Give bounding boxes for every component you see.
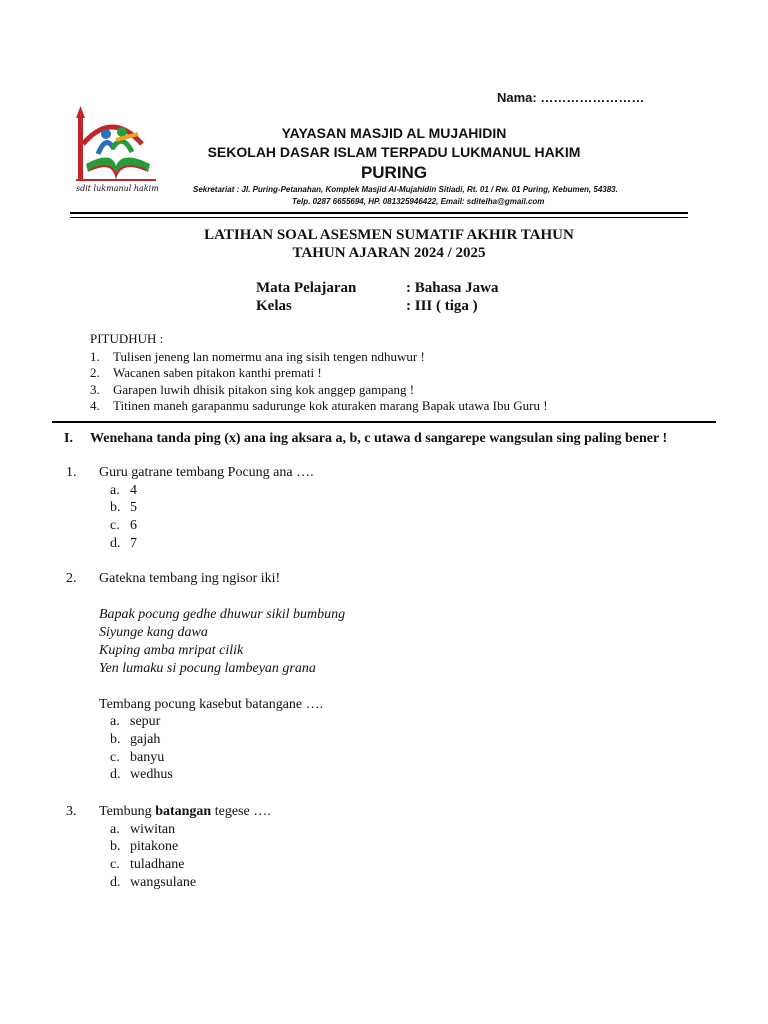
section-text: Wenehana tanda ping (x) ana ing aksara a, b, c utawa d sangarepe wangsulan sing paling bener ! bbox=[90, 431, 668, 446]
poem-line: Siyunge kang dawa bbox=[99, 625, 208, 640]
option-letter: c. bbox=[110, 857, 120, 872]
option-letter: d. bbox=[110, 767, 121, 782]
option-letter: b. bbox=[110, 732, 121, 747]
section-number: I. bbox=[64, 431, 73, 446]
option-d[interactable] bbox=[110, 767, 173, 783]
option-letter: c. bbox=[110, 750, 120, 765]
option-text: pitakone bbox=[130, 839, 179, 854]
exam-year: TAHUN AJARAN 2024 / 2025 bbox=[292, 245, 486, 261]
option-letter: b. bbox=[110, 839, 121, 854]
instruction-number: 4. bbox=[90, 398, 100, 413]
question-keyword: batangan bbox=[155, 804, 212, 819]
poem-line: Kuping amba mripat cilik bbox=[99, 643, 244, 658]
school-name: SEKOLAH DASAR ISLAM TERPADU LUKMANUL HAKIM bbox=[207, 144, 581, 160]
option-letter: a. bbox=[110, 822, 120, 837]
instruction-text: Garapen luwih dhisik pitakon sing kok anggep gampang ! bbox=[113, 382, 415, 397]
option-text: wiwitan bbox=[130, 822, 176, 837]
poem-line: Bapak pocung gedhe dhuwur sikil bumbung bbox=[99, 607, 346, 622]
option-text: 4 bbox=[130, 483, 137, 498]
option-text: 7 bbox=[130, 536, 137, 551]
option-letter: d. bbox=[110, 536, 121, 551]
school-contact: Telp. 0287 6655694, HP. 081325946422, Email: sditelha@gmail.com bbox=[292, 197, 545, 206]
instruction-text: Wacanen saben pitakon kanthi premati ! bbox=[113, 365, 322, 380]
subject-label: Mata Pelajaran bbox=[256, 280, 357, 296]
question-text: Guru gatrane tembang Pocung ana …. bbox=[99, 465, 314, 480]
option-c[interactable] bbox=[110, 750, 164, 766]
question-number: 1. bbox=[66, 465, 77, 480]
school-city: PURING bbox=[360, 163, 428, 182]
option-letter: d. bbox=[110, 875, 121, 890]
instruction-item bbox=[90, 398, 548, 414]
instruction-text: Tulisen jeneng lan nomermu ana ing sisih tengen ndhuwur ! bbox=[113, 349, 425, 364]
option-d[interactable] bbox=[110, 875, 196, 891]
option-a[interactable] bbox=[110, 483, 137, 499]
option-d[interactable] bbox=[110, 536, 137, 552]
option-text: wangsulane bbox=[130, 875, 197, 890]
option-letter: b. bbox=[110, 500, 121, 515]
school-address: Sekretariat : Jl. Puring-Petanahan, Komplek Masjid Al-Mujahidin Sitiadi, Rt. 01 / Rw. 01 Puring, Kebumen, 54383. bbox=[193, 185, 618, 194]
option-b[interactable] bbox=[110, 732, 160, 748]
option-c[interactable] bbox=[110, 518, 137, 534]
class-label: Kelas bbox=[256, 298, 292, 314]
option-text: 5 bbox=[130, 500, 137, 515]
option-a[interactable] bbox=[110, 714, 160, 730]
class-value: : III ( tiga ) bbox=[406, 298, 478, 314]
foundation-name: YAYASAN MASJID AL MUJAHIDIN bbox=[281, 125, 507, 141]
question-number: 2. bbox=[66, 571, 77, 586]
instructions-heading: PITUDHUH : bbox=[90, 331, 164, 346]
question-1 bbox=[66, 465, 314, 481]
instruction-number: 3. bbox=[90, 382, 100, 397]
subject-row bbox=[256, 280, 499, 297]
header-divider-thin bbox=[70, 217, 688, 218]
exam-title: LATIHAN SOAL ASESMEN SUMATIF AKHIR TAHUN bbox=[204, 227, 574, 243]
option-text: gajah bbox=[130, 732, 161, 747]
instruction-text: Titinen maneh garapanmu sadurunge kok aturaken marang Bapak utawa Ibu Guru ! bbox=[113, 398, 548, 413]
instruction-item bbox=[90, 349, 425, 365]
instruction-item bbox=[90, 382, 414, 398]
question-2 bbox=[66, 571, 280, 587]
option-letter: a. bbox=[110, 714, 120, 729]
option-text: tuladhane bbox=[130, 857, 185, 872]
section-divider bbox=[52, 421, 716, 423]
option-b[interactable] bbox=[110, 500, 137, 516]
option-text: 6 bbox=[130, 518, 137, 533]
section-instruction bbox=[64, 431, 667, 447]
instruction-item bbox=[90, 365, 322, 381]
name-field-label: Nama: …………………… bbox=[497, 90, 645, 105]
question-3 bbox=[66, 804, 271, 820]
option-text: banyu bbox=[130, 750, 165, 765]
question-stem: Tembang pocung kasebut batangane …. bbox=[99, 697, 324, 712]
option-text: wedhus bbox=[130, 767, 173, 782]
instruction-number: 2. bbox=[90, 365, 100, 380]
option-letter: a. bbox=[110, 483, 120, 498]
logo-caption: sdit lukmanul hakim bbox=[76, 184, 159, 193]
poem-line: Yen lumaku si pocung lambeyan grana bbox=[99, 661, 316, 676]
option-a[interactable] bbox=[110, 822, 175, 838]
header-divider-thick bbox=[70, 212, 688, 214]
option-text: sepur bbox=[130, 714, 161, 729]
instruction-number: 1. bbox=[90, 349, 100, 364]
question-number: 3. bbox=[66, 804, 77, 819]
question-text: tegese …. bbox=[211, 804, 271, 819]
option-b[interactable] bbox=[110, 839, 178, 855]
question-text: Gatekna tembang ing ngisor iki! bbox=[99, 571, 281, 586]
option-letter: c. bbox=[110, 518, 120, 533]
class-row bbox=[256, 298, 478, 315]
option-c[interactable] bbox=[110, 857, 184, 873]
subject-value: : Bahasa Jawa bbox=[406, 280, 499, 296]
question-text: Tembung bbox=[99, 804, 156, 819]
